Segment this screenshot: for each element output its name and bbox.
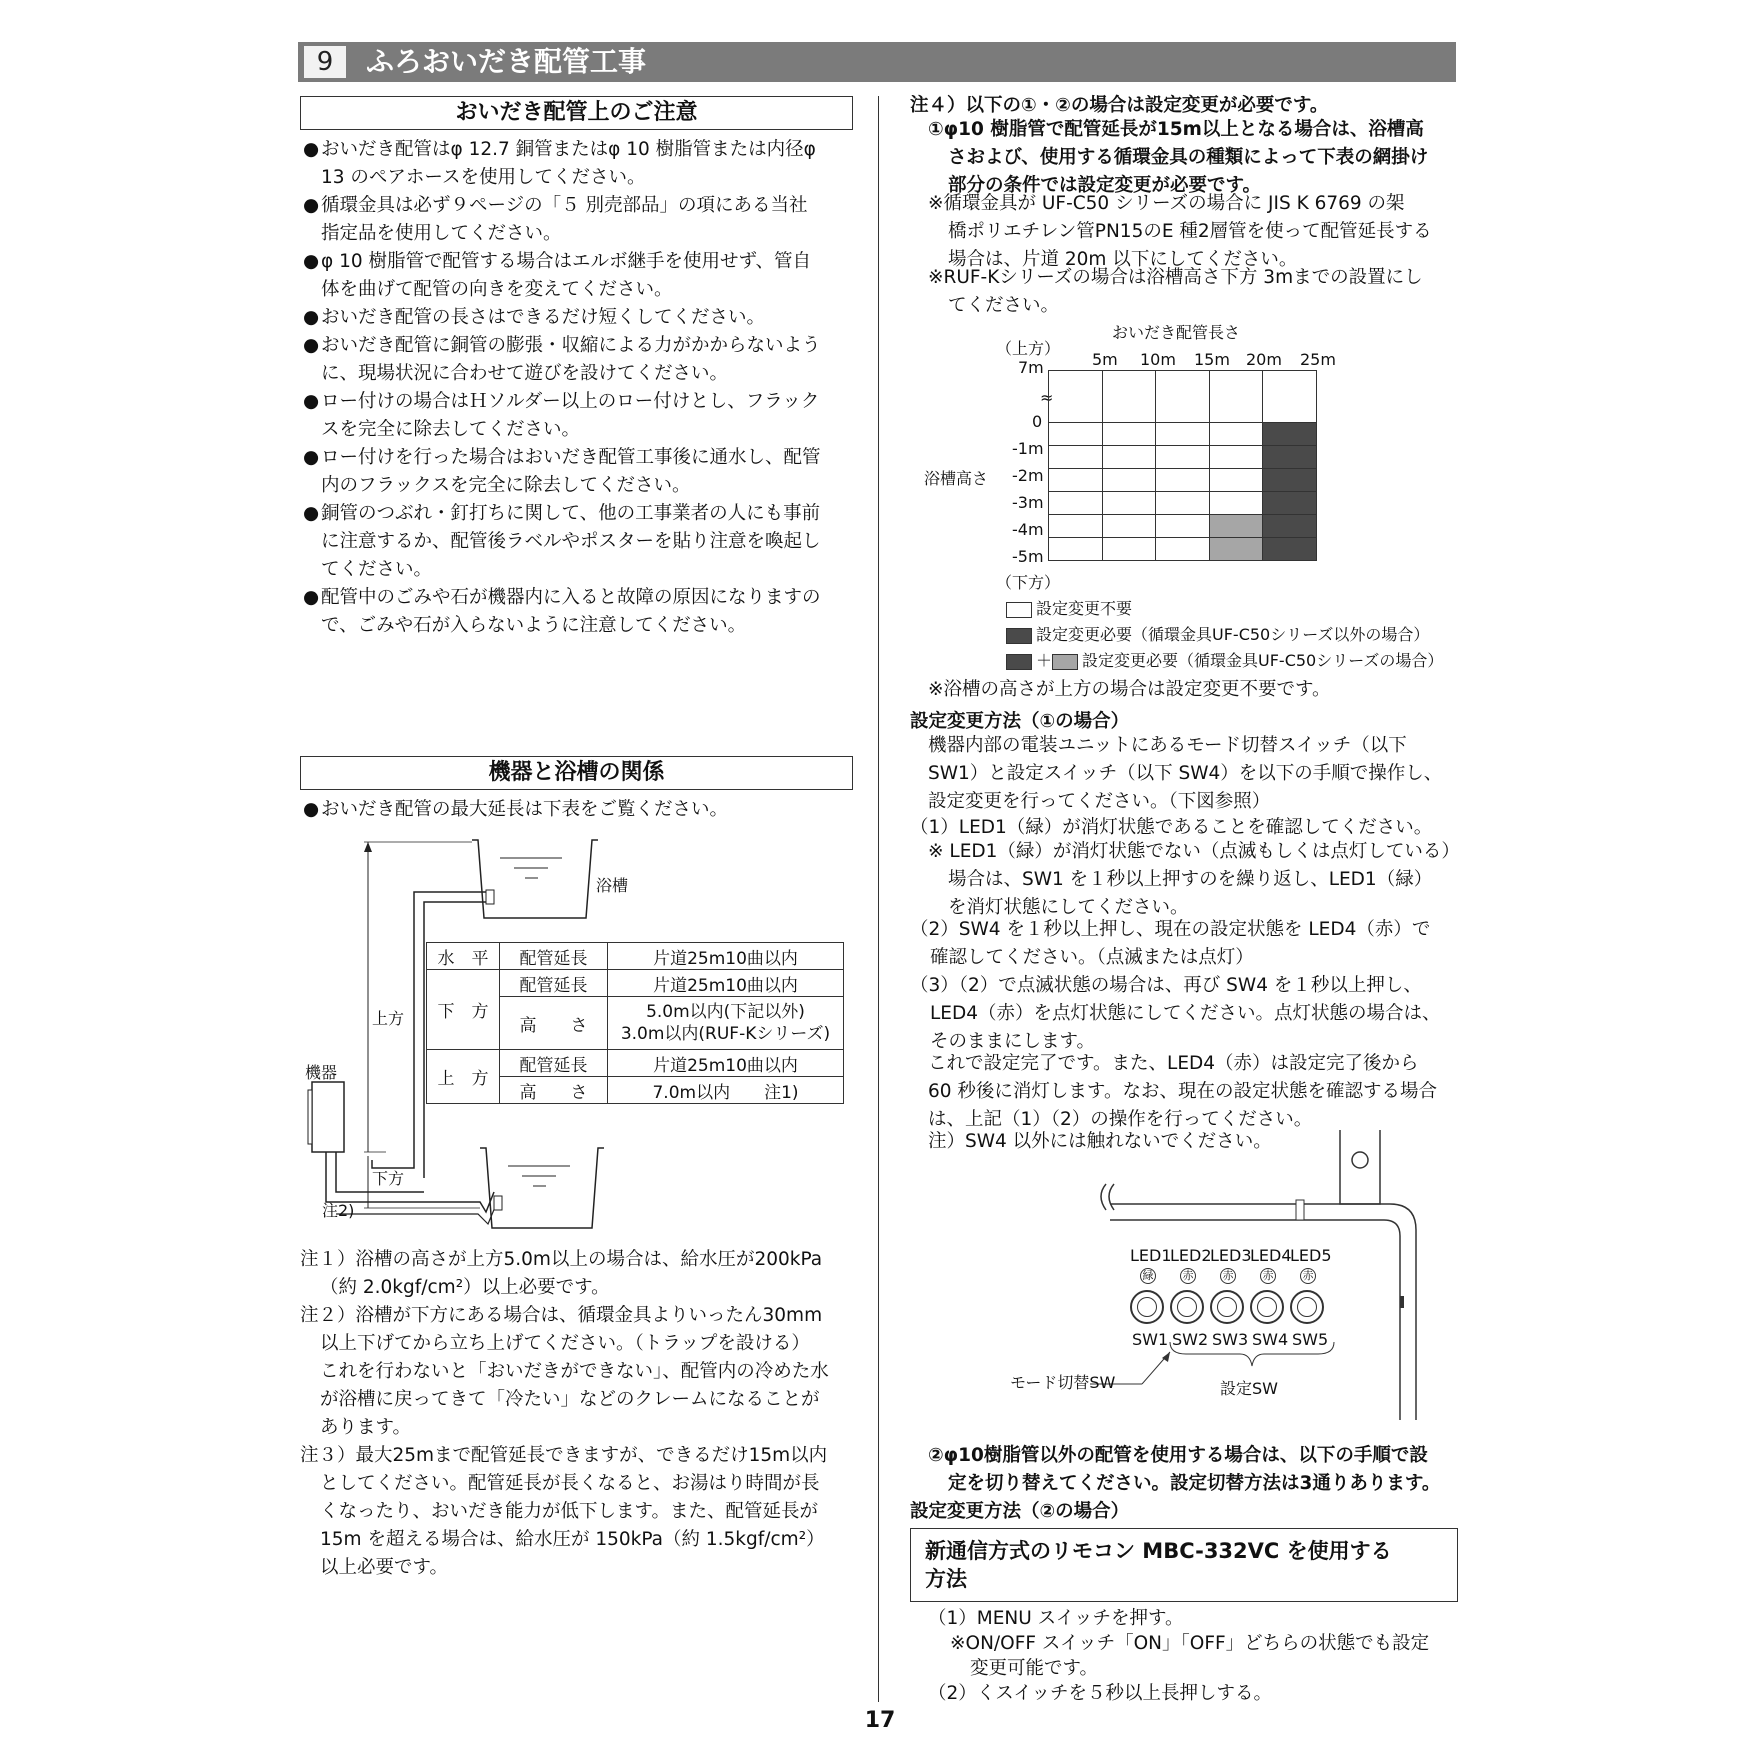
sw2-button[interactable] — [1170, 1290, 1204, 1324]
grid-cell — [1048, 422, 1103, 446]
grid-cell — [1209, 445, 1264, 469]
section-header — [298, 42, 1456, 82]
grid-cell — [1209, 468, 1264, 492]
setting-sw-label: 設定SW — [1220, 1379, 1278, 1398]
grid-upper-label: （上方） — [996, 339, 1061, 358]
grid-x-label: 15m — [1194, 350, 1230, 369]
grid-cell — [1262, 445, 1317, 469]
sw-label: SW5 — [1292, 1330, 1329, 1349]
sw-label: SW4 — [1252, 1330, 1289, 1349]
grid-x-label: 20m — [1246, 350, 1282, 369]
setting-grid — [1048, 370, 1316, 560]
bullet-3: ● φ 10 樹脂管で配管する場合はエルボ継手を使用せず、管自 体を曲げて配管の向きを変えてください。 — [303, 251, 812, 300]
grid-x-label: 25m — [1300, 350, 1336, 369]
grid-cell — [1048, 514, 1103, 538]
grid-cell — [1102, 370, 1157, 423]
page-number: 17 — [864, 1708, 896, 1733]
grid-note: ※浴槽の高さが上方の場合は設定変更不要です。 — [928, 679, 1331, 700]
grid-lower-label: （下方） — [996, 573, 1061, 592]
grid-cell — [1209, 370, 1264, 423]
mode-sw-label: モード切替SW — [1010, 1373, 1116, 1392]
led-color: 赤 — [1260, 1268, 1276, 1284]
led-label: LED2 — [1170, 1246, 1212, 1265]
column-divider — [878, 96, 879, 1702]
grid-cell — [1102, 491, 1157, 515]
grid-cell — [1209, 422, 1264, 446]
grid-cell — [1048, 491, 1103, 515]
grid-cell — [1102, 468, 1157, 492]
label-shitagata: 下方 — [372, 1169, 405, 1188]
table-row: 上 方 配管延長 片道25m10曲以内 — [427, 1050, 844, 1077]
bullet-6: ● ロー付けの場合はＨソルダー以上のロー付けとし、フラック スを完全に除去してください。 — [303, 391, 820, 440]
subsection-title-relation: 機器と浴槽の関係 — [300, 756, 853, 790]
grid-cell — [1262, 370, 1317, 423]
method1-intro: 機器内部の電装ユニットにあるモード切替スイッチ（以下 SW1）と設定スイッチ（以下 SW4）を以下の手順で操作し、 設定変更を行ってください。（下図参照） — [928, 735, 1443, 812]
grid-y-title: 浴槽高さ — [924, 469, 989, 488]
grid-x-label: 5m — [1092, 350, 1118, 369]
step-1: （1）LED1（緑）が消灯状態であることを確認してください。 — [910, 817, 1433, 838]
led-color: 赤 — [1180, 1268, 1196, 1284]
step-end: これで設定完了です。また、LED4（赤）は設定完了後から 60 秒後に消灯します。なお、現在の設定状態を確認する場合 は、上記（1）（2）の操作を行ってください。 — [928, 1053, 1437, 1130]
step-1-sub: ※ LED1（緑）が消灯状態でない（点滅もしくは点灯している） 場合は、SW1 を１秒以上押すのを繰り返し、LED1（緑） を消灯状態にしてください。 — [928, 841, 1460, 918]
sw4-button[interactable] — [1250, 1290, 1284, 1324]
step-note: 注）SW4 以外には触れないでください。 — [928, 1131, 1272, 1152]
grid-y-label: -1m — [1012, 439, 1044, 458]
grid-cell — [1209, 491, 1264, 515]
grid-cell — [1102, 537, 1157, 561]
bullet-4: ● おいだき配管の長さはできるだけ短くしてください。 — [303, 307, 766, 328]
grid-cell — [1155, 468, 1210, 492]
grid-y-label: 0 — [1032, 412, 1043, 431]
note-2: 注２）浴槽が下方にある場合は、循環金具よりいったん30mm 以上下げてから立ち上げてください。（トラップを設ける） これを行わないと「おいだきができない」、配管内の冷めた水 が浴槽に戻ってきて「冷たい」などのクレームになることが あります。 — [300, 1305, 829, 1438]
led-label: LED4 — [1250, 1246, 1292, 1265]
table-row: 水 平 配管延長 片道25m10曲以内 — [427, 943, 844, 970]
grid-cell — [1102, 422, 1157, 446]
relation-bullet: ● おいだき配管の最大延長は下表をご覧ください。 — [303, 799, 729, 820]
remocon-steps: （1）MENU スイッチを押す。 ※ON/OFF スイッチ「ON」「OFF」どちらの状態でも設定 変更可能です。 （2）くスイッチを５秒以上長押しする。 — [928, 1608, 1430, 1704]
label-bathtub: 浴槽 — [596, 876, 629, 895]
note4-item2: ②φ10樹脂管以外の配管を使用する場合は、以下の手順で設 定を切り替えてください。設定切替方法は3通りあります。 — [928, 1445, 1441, 1494]
grid-cell — [1048, 468, 1103, 492]
subsection-title-precautions: おいだき配管上のご注意 — [300, 96, 853, 130]
label-note2: 注2) — [322, 1201, 355, 1220]
grid-cell — [1048, 370, 1103, 423]
legend-item: 設定変更必要（循環金具UF-C50シリーズ以外の場合） — [1006, 622, 1429, 645]
grid-cell — [1209, 514, 1264, 538]
led-label: LED5 — [1290, 1246, 1332, 1265]
grid-cell — [1102, 514, 1157, 538]
grid-y-label: -4m — [1012, 520, 1044, 539]
grid-cell — [1155, 422, 1210, 446]
led-color: 赤 — [1300, 1268, 1316, 1284]
sw-label: SW1 — [1132, 1330, 1169, 1349]
grid-cell — [1155, 445, 1210, 469]
legend-item: ＋ 設定変更必要（循環金具UF-C50シリーズの場合） — [1006, 648, 1443, 671]
grid-cell — [1262, 422, 1317, 446]
step-3: （3）（2）で点滅状態の場合は、再び SW4 を１秒以上押し、 LED4（赤）を点灯状態にしてください。点灯状態の場合は、 そのままにします。 — [910, 975, 1441, 1052]
grid-cell — [1262, 468, 1317, 492]
led-color: 赤 — [1220, 1268, 1236, 1284]
grid-cell — [1262, 537, 1317, 561]
note4-heading: 注４）以下の①・②の場合は設定変更が必要です。 — [910, 95, 1329, 116]
grid-x-label: 10m — [1140, 350, 1176, 369]
sw-label: SW2 — [1172, 1330, 1209, 1349]
spec-table — [426, 942, 844, 1104]
sw-label: SW3 — [1212, 1330, 1249, 1349]
grid-cell — [1048, 445, 1103, 469]
note4-item1: ①φ10 樹脂管で配管延長が15m以上となる場合は、浴槽高 さおよび、使用する循環金具の種類によって下表の網掛け 部分の条件では設定変更が必要です。 — [928, 119, 1429, 196]
grid-cell — [1262, 514, 1317, 538]
sw1-button[interactable] — [1130, 1290, 1164, 1324]
remocon-method-box: 新通信方式のリモコン MBC-332VC を使用する 方法 — [910, 1528, 1458, 1602]
bullet-5: ● おいだき配管に銅管の膨張・収縮による力がかからないよう に、現場状況に合わせて遊びを設けてください。 — [303, 335, 821, 384]
bullet-9: ● 配管中のごみや石が機器内に入ると故障の原因になりますの で、ごみや石が入らないように注意してください。 — [303, 587, 821, 636]
grid-y-label: -5m — [1012, 547, 1044, 566]
grid-cell — [1048, 537, 1103, 561]
bullet-1: ● おいだき配管はφ 12.7 銅管またはφ 10 樹脂管または内径φ 13 のペアホースを使用してください。 — [303, 139, 816, 188]
grid-cell — [1102, 445, 1157, 469]
grid-y-label: 7m — [1018, 358, 1044, 377]
grid-wave: ≈ — [1040, 388, 1054, 407]
method1-heading: 設定変更方法（①の場合） — [910, 711, 1130, 732]
table-row: 高 さ 5.0m以内(下記以外) 3.0m以内(RUF-Kシリーズ) — [427, 997, 844, 1050]
grid-cell — [1155, 537, 1210, 561]
bullet-8: ● 銅管のつぶれ・釘打ちに関して、他の工事業者の人にも事前 に注意するか、配管後ラベルやポスターを貼り注意を喚起し てください。 — [303, 503, 821, 580]
label-machine: 機器 — [305, 1063, 338, 1082]
method2-heading: 設定変更方法（②の場合） — [910, 1501, 1130, 1522]
table-row: 高 さ 7.0m以内 注1) — [427, 1077, 844, 1104]
sw3-button[interactable] — [1210, 1290, 1244, 1324]
grid-y-label: -2m — [1012, 466, 1044, 485]
bullet-7: ● ロー付けを行った場合はおいだき配管工事後に通水し、配管 内のフラックスを完全に除去してください。 — [303, 447, 821, 496]
grid-cell — [1262, 491, 1317, 515]
bullet-2: ● 循環金具は必ず９ページの「５ 別売部品」の項にある当社 指定品を使用してください。 — [303, 195, 808, 244]
step-2: （2）SW4 を１秒以上押し、現在の設定状態を LED4（赤）で 確認してください。（点滅または点灯） — [910, 919, 1431, 968]
note-3: 注３）最大25mまで配管延長できますが、できるだけ15m以内 としてください。配管延長が長くなると、お湯はり時間が長 くなったり、おいだき能力が低下します。また、配管延長が 15m を超える場合は、給水圧が 150kPa（約 1.5kgf/cm²） 以上必要です。 — [300, 1445, 828, 1578]
legend-item: 設定変更不要 — [1006, 596, 1132, 619]
table-row: 下 方 配管延長 片道25m10曲以内 — [427, 970, 844, 997]
grid-cell — [1155, 491, 1210, 515]
grid-cell — [1209, 537, 1264, 561]
grid-chart-title: おいだき配管長さ — [1112, 323, 1241, 342]
note4-sub2: ※RUF-Kシリーズの場合は浴槽高さ下方 3mまでの設置にし てください。 — [928, 267, 1423, 316]
grid-y-label: -3m — [1012, 493, 1044, 512]
section-number: 9 — [304, 46, 346, 78]
grid-cell — [1155, 370, 1210, 423]
led-label: LED3 — [1210, 1246, 1252, 1265]
led-color: 緑 — [1140, 1268, 1156, 1284]
section-title: ふろおいだき配管工事 — [366, 45, 647, 78]
label-kamigata: 上方 — [372, 1009, 405, 1028]
sw5-button[interactable] — [1290, 1290, 1324, 1324]
led-label: LED1 — [1130, 1246, 1172, 1265]
note4-sub1: ※循環金具が UF-C50 シリーズの場合に JIS K 6769 の架 橋ポリエチレン管PN15のE 種2層管を使って配管延長する 場合は、片道 20m 以下にしてください。 — [928, 193, 1432, 270]
note-1: 注１）浴槽の高さが上方5.0m以上の場合は、給水圧が200kPa （約 2.0kgf/cm²）以上必要です。 — [300, 1249, 823, 1298]
grid-cell — [1155, 514, 1210, 538]
